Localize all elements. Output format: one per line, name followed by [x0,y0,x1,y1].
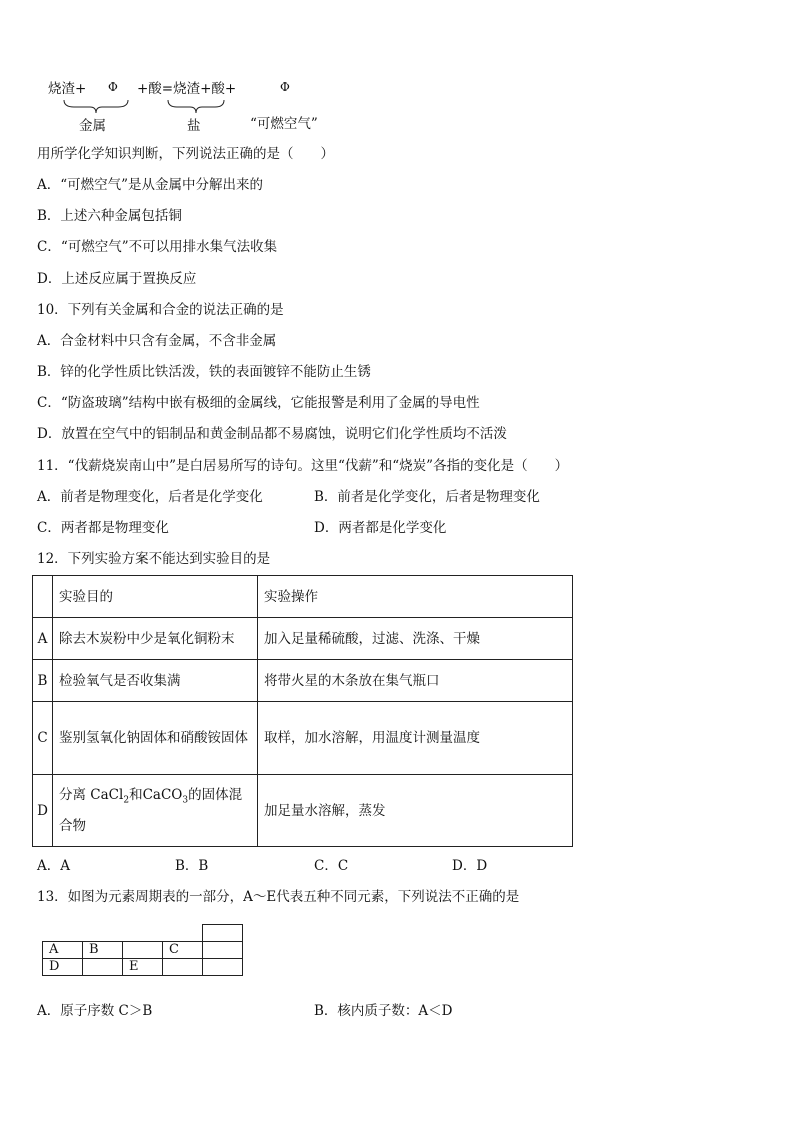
q11-option-a: A．前者是物理变化，后者是化学变化 [37,489,263,505]
table-header-operation: 实验操作 [258,576,573,618]
pt-cell [203,942,243,959]
q10-option-b: B．锌的化学性质比铁活泼，铁的表面镀锌不能防止生锈 [37,364,371,380]
pt-row-top [43,925,243,942]
table-header-purpose: 实验目的 [53,576,258,618]
q11-option-c: C．两者都是物理变化 [37,520,169,536]
purpose-prefix: 分离 [59,786,86,803]
label-salt: 盐 [187,118,201,134]
q13-option-b: B．核内质子数：A＜D [314,1003,453,1019]
q12-answer-a: A．A [37,858,70,874]
q11-stem: 11．“伐薪烧炭南山中”是白居易所写的诗句。这里“伐薪”和“烧炭”各指的变化是（ ） [37,458,569,474]
pt-row-2 [43,959,243,976]
row-operation: 加足量水溶解，蒸发 [258,775,573,847]
row-operation: 将带火星的木条放在集气瓶口 [258,660,573,702]
q10-option-a: A．合金材料中只含有金属，不含非金属 [37,333,277,349]
formula-cacl2: CaCl$_2$ [90,786,130,806]
pt-cell-d: D [43,959,83,976]
pt-cell-c: C [163,942,203,959]
q9-stem: 用所学化学知识判断，下列说法正确的是（ ） [37,146,334,162]
q11-option-d: D．两者都是化学变化 [314,520,447,536]
q10-option-d: D．放置在空气中的铝制品和黄金制品都不易腐蚀，说明它们化学性质均不活泼 [37,426,507,442]
equation-part-1: 烧渣+ [48,81,87,97]
brace-salt [166,98,226,114]
pt-row-1 [43,942,243,959]
q11-option-b: B．前者是化学变化，后者是物理变化 [314,489,540,505]
q9-option-b: B．上述六种金属包括铜 [37,208,182,224]
row-letter: A [33,618,53,660]
periodic-table-fragment [42,924,243,976]
row-letter: B [33,660,53,702]
row-purpose: 除去木炭粉中少是氧化铜粉末 [53,618,258,660]
pt-cell [203,925,243,942]
row-letter: C [33,702,53,775]
q12-answer-c: C．C [314,858,349,874]
purpose-and: 和 [129,786,143,803]
pt-cell [163,959,203,976]
pt-cell-b: B [83,942,123,959]
row-purpose: 检验氧气是否收集满 [53,660,258,702]
q12-answer-d: D．D [452,858,488,874]
q12-experiment-table [32,575,573,847]
equation-symbol-2: Φ [280,80,290,94]
label-combustible-air: “可燃空气” [250,116,318,132]
row-purpose [53,775,258,847]
q9-option-c: C．“可燃空气”不可以用排水集气法收集 [37,239,278,255]
row-purpose: 鉴别氢氧化钠固体和硝酸铵固体 [53,702,258,775]
table-row [33,702,573,775]
pt-cell [83,959,123,976]
table-row [33,618,573,660]
equation-symbol-1: Φ [108,80,118,94]
q13-stem: 13．如图为元素周期表的一部分，A～E代表五种不同元素，下列说法不正确的是 [37,889,520,905]
q9-option-d: D．上述反应属于置换反应 [37,271,197,287]
row-letter: D [33,775,53,847]
purpose-suffix: 的固体混合物 [59,786,243,835]
table-row [33,660,573,702]
table-row [33,775,573,847]
table-header-cell [33,576,53,618]
label-metal: 金属 [79,118,106,134]
pt-cell [203,959,243,976]
row-operation: 加入足量稀硫酸，过滤、洗涤、干燥 [258,618,573,660]
q12-stem: 12．下列实验方案不能达到实验目的是 [37,551,271,567]
q10-option-c: C．“防盗玻璃”结构中嵌有极细的金属线，它能报警是利用了金属的导电性 [37,395,480,411]
q13-option-a: A．原子序数 C＞B [37,1003,153,1019]
pt-cell-e: E [123,959,163,976]
formula-caco3: CaCO$_3$ [142,786,189,806]
row-operation: 取样，加水溶解，用温度计测量温度 [258,702,573,775]
q9-option-a: A．“可燃空气”是从金属中分解出来的 [37,177,264,193]
q10-stem: 10．下列有关金属和合金的说法正确的是 [37,302,284,318]
pt-cell [123,942,163,959]
table-header-row [33,576,573,618]
q12-answer-b: B．B [175,858,209,874]
equation-part-2: +酸=烧渣+酸+ [137,81,237,97]
pt-cell-a: A [43,942,83,959]
brace-metal [62,98,130,114]
